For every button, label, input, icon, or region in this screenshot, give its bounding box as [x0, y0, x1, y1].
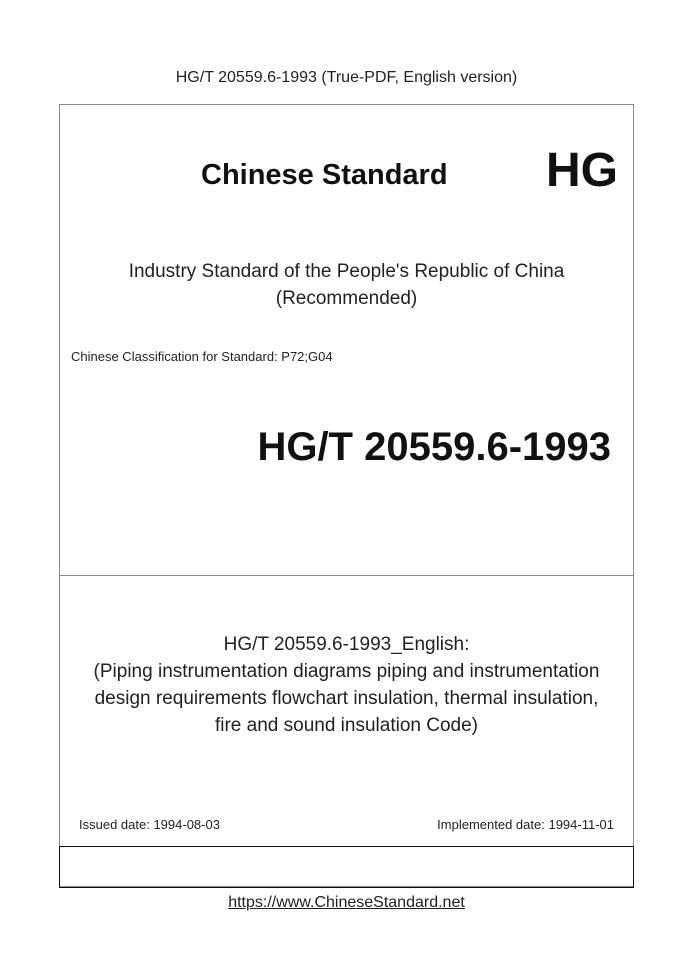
standard-code-hg: HG	[546, 144, 618, 197]
industry-line: Industry Standard of the People's Republic of China	[128, 261, 565, 282]
industry-standard-block	[60, 258, 633, 312]
issued-date: Issued date: 1994-08-03	[79, 817, 220, 832]
implemented-date: Implemented date: 1994-11-01	[437, 817, 614, 832]
title-line: (Piping instrumentation diagrams piping and instrumentation	[93, 661, 600, 682]
page-header: HG/T 20559.6-1993 (True-PDF, English version)	[175, 69, 518, 86]
bottom-box	[59, 846, 634, 888]
chinese-standard-heading: Chinese Standard	[201, 159, 448, 191]
title-line: HG/T 20559.6-1993_English:	[223, 634, 470, 655]
title-line: design requirements flowchart insulation, thermal insulation,	[94, 688, 599, 709]
cover-frame	[59, 104, 634, 887]
standard-number: HG/T 20559.6-1993	[257, 425, 611, 469]
section-divider	[60, 575, 633, 576]
recommended-line: (Recommended)	[275, 288, 418, 309]
classification-text: Chinese Classification for Standard: P72;G04	[71, 349, 333, 364]
document-title	[60, 631, 633, 739]
title-line: fire and sound insulation Code)	[214, 715, 478, 736]
website-link[interactable]: https://www.ChineseStandard.net	[228, 894, 465, 911]
